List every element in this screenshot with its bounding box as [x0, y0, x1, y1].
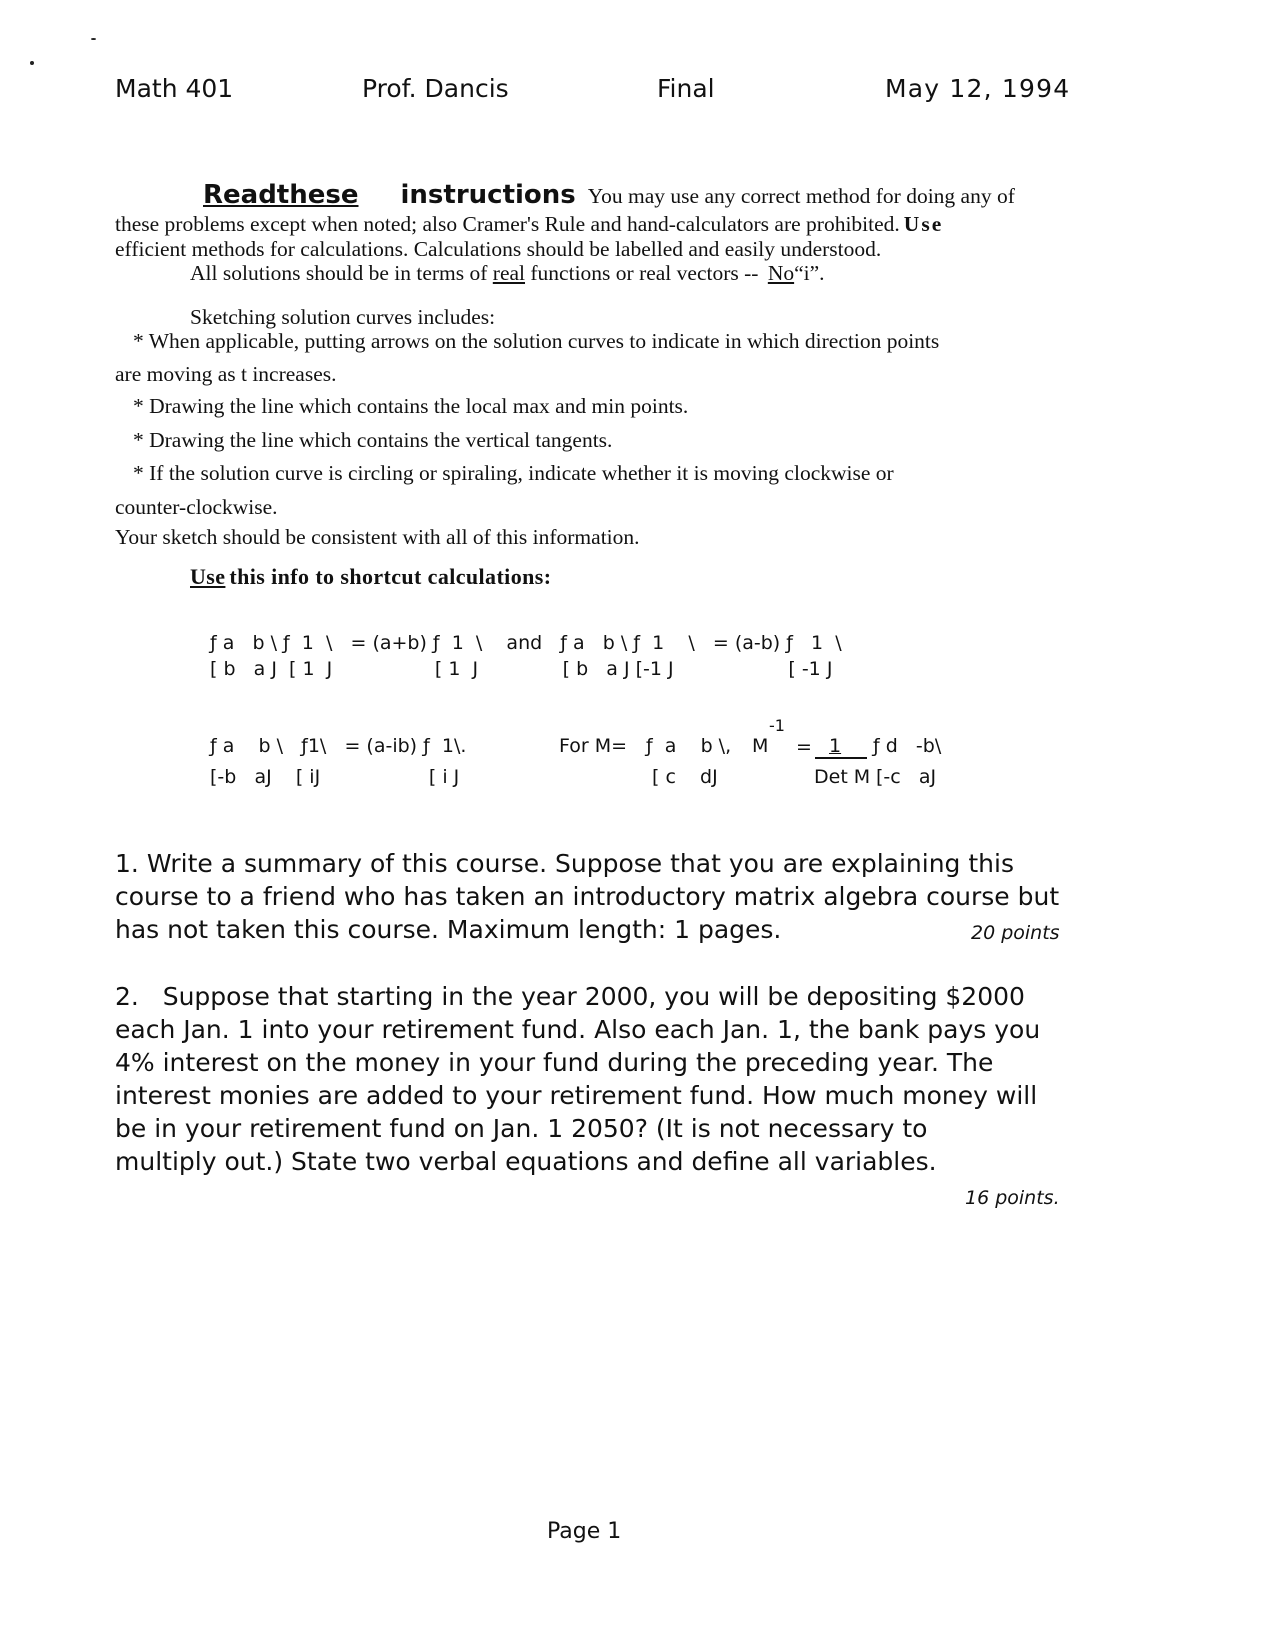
problem-2-points: 16 points. — [965, 1187, 1060, 1209]
problem-1-line-1: 1. Write a summary of this course. Suppose that you are explaining this — [115, 849, 1014, 878]
inverse-matrix-top: ƒ a b \, — [646, 735, 732, 757]
problem-2-line-6: multiply out.) State two verbal equations and define all variables. — [115, 1147, 937, 1176]
inverse-result-bottom: [-c aJ — [876, 766, 937, 788]
problem-1 — [115, 847, 1115, 946]
instructions-use: Use — [903, 212, 944, 236]
exam-title: Final — [657, 74, 715, 103]
problem-2-line-1: 2. Suppose that starting in the year 2000, you will be depositing $2000 — [115, 982, 1025, 1011]
instructions-title-read: Readthese — [203, 180, 359, 210]
problem-1-number: 1. — [115, 849, 139, 878]
instructions-text-1: You may use any correct method for doing any of — [587, 184, 1015, 208]
shortcut-rest: this info to shortcut calculations: — [229, 564, 552, 589]
matrix-eq-1-top: ƒ a b \ ƒ 1 \ = (a+b) ƒ 1 \ and ƒ a b \ ƒ 1 \ = (a-b) ƒ 1 \ — [210, 632, 842, 654]
problem-2-line-3: 4% interest on the money in your fund during the preceding year. The — [115, 1048, 994, 1077]
inverse-matrix-bottom: [ c dJ — [652, 766, 718, 788]
inverse-for-m: For M= — [559, 735, 628, 757]
problem-1-points: 20 points — [971, 922, 1060, 944]
instructions-text-2: these problems except when noted; also Cramer's Rule and hand-calculators are prohibited. — [115, 212, 900, 236]
sketching-bullet-1b: are moving as t increases. — [115, 362, 337, 386]
problem-1-line-2: course to a friend who has taken an introductory matrix algebra course but — [115, 882, 1060, 911]
instructions-real: real — [492, 261, 526, 285]
matrix-eq-1-bottom: [ b a J [ 1 J [ 1 J [ b a J [-1 J [ -1 J — [210, 658, 833, 680]
sketching-bullet-4a: * If the solution curve is circling or spiraling, indicate whether it is moving clockwise or — [133, 461, 894, 485]
shortcut-use: Use — [190, 564, 226, 589]
sketching-bullet-1a: * When applicable, putting arrows on the solution curves to indicate in which direction points — [133, 329, 940, 353]
instructions-text-4c: “i”. — [794, 261, 825, 285]
instructions-line-2 — [115, 212, 943, 237]
instructions-text-3: efficient methods for calculations. Calculations should be labelled and easily understood. — [115, 237, 882, 261]
matrix-eq-2-bottom: [-b aJ [ iJ [ i J — [210, 766, 460, 788]
instructions-no: No — [767, 261, 795, 285]
scan-speck — [91, 38, 96, 40]
inverse-one: 1 — [829, 735, 842, 757]
problem-2-line-2: each Jan. 1 into your retirement fund. Also each Jan. 1, the bank pays you — [115, 1015, 1041, 1044]
instructions-text-4a: All solutions should be in terms of — [190, 261, 488, 285]
professor-name: Prof. Dancis — [362, 74, 509, 103]
problem-2-number: 2. — [115, 982, 139, 1011]
shortcut-heading — [190, 564, 551, 590]
page-number: Page 1 — [547, 1519, 622, 1544]
sketching-intro: Sketching solution curves includes: — [190, 305, 496, 329]
inverse-result-top: ƒ d -b\ — [873, 735, 942, 757]
inverse-det-m: Det M — [814, 766, 871, 788]
matrix-eq-2-top: ƒ a b \ ƒ1\ = (a-ib) ƒ 1\. — [210, 735, 467, 757]
instructions-line-4 — [190, 261, 825, 286]
sketching-bullet-4b: counter-clockwise. — [115, 495, 278, 519]
sketching-consistent: Your sketch should be consistent with all of this information. — [115, 525, 640, 549]
scan-speck — [30, 61, 34, 65]
problem-2-line-5: be in your retirement fund on Jan. 1 2050? (It is not necessary to — [115, 1114, 928, 1143]
sketching-bullet-2: * Drawing the line which contains the local max and min points. — [133, 394, 689, 418]
problem-2 — [115, 980, 1115, 1178]
problem-2-line-4: interest monies are added to your retirement fund. How much money will — [115, 1081, 1038, 1110]
problem-1-line-3: has not taken this course. Maximum length: 1 pages. — [115, 915, 782, 944]
inverse-m-label: M — [752, 735, 769, 757]
instructions-text-4b: functions or real vectors -- — [530, 261, 759, 285]
exam-date: May 12, 1994 — [885, 74, 1071, 103]
course-name: Math 401 — [115, 74, 234, 103]
instructions-line-1 — [203, 180, 1015, 210]
inverse-equals: = — [796, 736, 812, 758]
inverse-exponent: -1 — [769, 716, 785, 735]
fraction-bar — [815, 757, 867, 759]
instructions-title: instructions — [400, 180, 576, 210]
sketching-bullet-3: * Drawing the line which contains the vertical tangents. — [133, 428, 613, 452]
